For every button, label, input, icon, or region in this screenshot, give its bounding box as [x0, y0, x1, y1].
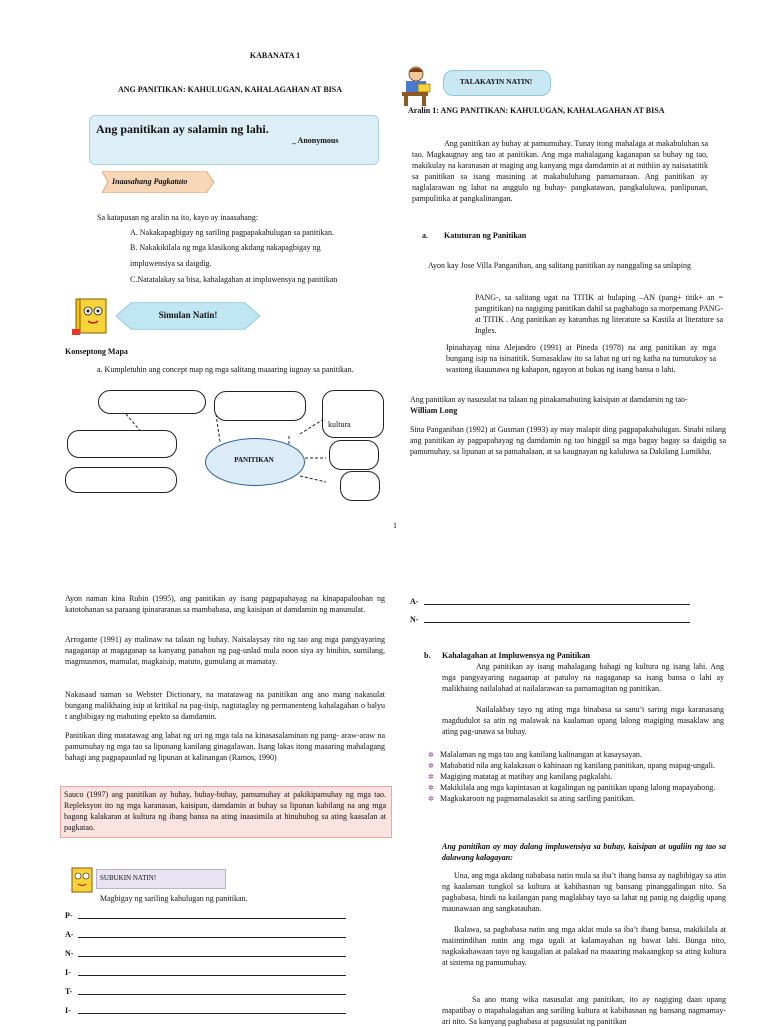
answer-i2-line[interactable]	[78, 1013, 346, 1014]
sina-paragraph: Sina Panganiban (1992) at Gusman (1993) ay may malapit ding pagpapakahulugan. Sinabi nilang ang panitikan ay pagpapahayag ng damdamin ng tao hinggil sa mga bagay bagay sa daigdig sa pamumuhay, sa lipunan at sa pamahalaan, at sa kaugnayan ng kaluluwa sa Dakilang Lumikha.	[410, 425, 726, 456]
kahalagahan-title: Kahalagahan at Impluwensya ng Panitikan	[442, 651, 591, 660]
una-paragraph: Una, ang mga akdang nababasa natin mula sa iba’t ibang bansa ay nagbibigay sa atin ng kaalaman tungkol sa kultura at kabihasnan ng bansang pinanggalingan nito. Sa pagbabasa, hindi na kailangan pang maglakbay tayo sa lahat ng panig ng daigdig upang maunawaan ang sangkatauhan.	[442, 871, 726, 913]
sa-paragraph: Sa ano mang wika nasusulat ang panitikan, ito ay nagiging daan upang mapatibay o mapahalagahan ang sariling kultura at kabihasnan ng bansang nagmamay-ari nito. Sa kanyang pagbabasa at pagsusulat ng panitikan	[442, 995, 726, 1026]
concept-box-3[interactable]	[322, 390, 384, 438]
answer-t-line[interactable]	[78, 994, 346, 995]
aralin-title: Aralin 1: ANG PANITIKAN: KAHULUGAN, KAHALAGAHAN AT BISA	[408, 106, 665, 115]
kultura-label: kultura	[328, 420, 351, 429]
objective-b: B. Nakakikilala ng mga klasikong akdang nakapagbigay ng	[130, 243, 321, 252]
objective-b-cont: impluwensiya sa daigdig.	[130, 259, 212, 268]
list-item: ✲ Magkakaroon ng pagmamalasakit sa ating sariling panitikan.	[428, 794, 720, 804]
answer-i2-label: I-	[65, 1006, 71, 1015]
answer-a-line[interactable]	[78, 937, 346, 938]
list-item: ✲ Malalaman ng mga tao ang kanilang kalinangan at kasaysayan.	[428, 750, 720, 760]
kahalagahan-letter: b.	[424, 651, 431, 660]
answer-n2-line[interactable]	[424, 622, 690, 623]
inaasahang-label: Inaasahang Pagkatuto	[112, 177, 188, 186]
ding-paragraph: Panitikan ding matatawag ang lahat ng uri ng mga tala na kinasasalaminan ng pang- araw-araw na pamumuhay ng mga tao sa lipunang kanilang ginagalawan. Isang lakas itong maaaring mahalagang bahagi ang pagpapaunlad ng lipunan at kalinangan (Ramos, 1990)	[65, 731, 385, 762]
webster-paragraph: Nakasaad naman sa Webster Dictionary, na matatawag na panitikan ang ano mang nakasulat bungang malikhaing isip at kritikal na pag-iisip, nagtataglay ng permanenteng kahalagahan o balyu t angbibigay ng mabuting epekto sa damdamin.	[65, 690, 385, 721]
long-paragraph: Ang panitikan ay nasusulat na talaan ng pinakamabuting kaisipan at damdamin ng tao-	[410, 395, 688, 404]
objective-c: C.Natatalakay sa bisa, kahalagahan at impluwensya ng panitikan	[130, 275, 338, 284]
ipinahayag-paragraph: Ipinahayag nina Alejandro (1991) at Pineda (1978) na ang panitikan ay mga bungang isip na isinatitik. Sumasaklaw ito sa lahat ng uri ng katha na tumutukoy sa wastong ikauunawa ng kahapon, ngayon at bukas ng isang bansa o lahi.	[446, 343, 716, 374]
sauco-paragraph: Sauco (1997) ang panitikan ay buhay, buhay-buhay, pamumuhay at pakikipamuhay ng mga tao. Repleksyon ito ng mga karanasan, kaisipan, damdamin at buhay sa lipunan kabilang na ang mga bagong kalakaran at kultura ng ibang bansa na ating inaasimila at hinuhubog sa ating kaasalan at pagkatao.	[64, 790, 386, 832]
quote-author: _ Anonymous	[292, 136, 339, 145]
concept-box-2[interactable]	[214, 391, 306, 421]
answer-n2-label: N-	[410, 615, 419, 624]
objective-a: A. Nakakapagbigay ng sariling pagpapakahulugan sa panitikan.	[130, 228, 334, 237]
page-number: 1	[393, 521, 397, 530]
konsepto-title: Konseptong Mapa	[65, 347, 128, 356]
subukin-instruction: Magbigay ng sariling kahulugan ng panitikan.	[100, 894, 248, 903]
panitikan-label: PANITIKAN	[234, 456, 274, 464]
pang-paragraph: PANG-, sa salitang ugat na TITIK at hulaping –AN (pang+ titik+ an = pangtitikan) na nagiging panitikan dahil sa pagbabago sa morpemang PANG- at TITIK . Ang panitikan ay katumbas ng literature sa Kastila at literature sa Ingles.	[475, 293, 723, 335]
concept-box-7[interactable]	[340, 471, 380, 501]
answer-t-label: T-	[65, 987, 73, 996]
answer-a-label: A-	[65, 930, 74, 939]
concept-box-5[interactable]	[65, 467, 177, 493]
subukin-label: SUBUKIN NATIN!	[100, 874, 157, 882]
kahalagahan-paragraph-2: Nailalakbay tayo ng ating mga binabasa sa sanu’t saring mga karanasang magdudulot sa atin ng malawak na kaalaman upang lalong magiging masaklaw ang ating pag-unawa sa buhay.	[442, 705, 724, 736]
impluwensiya-title: Ang panitikan ay may dalang impluwensiya sa buhay, kaisipan at ugaliin ng tao sa dalawang kalagayan:	[442, 842, 726, 862]
ikalawa-paragraph: Ikalawa, sa pagbabasa natin ang mga aklat mula sa iba’t ibang bansa, makikilala at maiintindihan natin ang mga ugali at kalamayahan ng bawat lahi. Bunga nito, nagkakahawaan tayo ng kaugalian at palakad na maaaring makaangkop sa ating kultura at sistema ng pamumuhay.	[442, 925, 726, 967]
rubin-paragraph: Ayon naman kina Rubin (1995), ang panitikan ay isang pagpapahayag na kinapapalooban ng katotohanan sa paraang ipinararanas sa mambabasa, ang kaisipan at damdamin ng manunulat.	[65, 594, 385, 614]
quote-box	[89, 115, 379, 165]
answer-p-label: P-	[65, 911, 73, 920]
arrogante-paragraph: Arrogante (1991) ay malinaw na talaan ng buhay. Naisalaysay rito ng tao ang mga pangyayaring nagaganap at magaganap sa kanyang panahon ng pag-unlad mula noon siya ay binihin, sumilang, magmusmos, mamulat, magkaisip, matuto, gumulang at mamatay.	[65, 635, 385, 666]
answer-a2-line[interactable]	[424, 604, 690, 605]
answer-n-line[interactable]	[78, 956, 346, 957]
objectives-intro: Sa katapusan ng aralin na ito, kayo ay inaasahang:	[97, 213, 259, 222]
aralin-paragraph: Ang panitikan ay buhay at pamumuhay. Tunay itong mahalaga at makabuluhan sa tao. Magkaugnay ang tao at panitikan. Ang mga mahalagang kaganapan sa buhay ng tao, makikulay na karanasan at maging ang kanyang mga damdamin at at mithiin ay naisasatitik sa panitikan sa isang masining at makabuluhang pamamaraan. Ang panitikan ay naglalarawan ng lahat na anggulo ng buhay- pangkatawan, pangkaluluwa, panlipunan, pampulitika at pangkalinangan.	[412, 139, 708, 203]
simulan-label: Simulan Natin!	[158, 310, 218, 320]
concept-box-6[interactable]	[329, 440, 379, 470]
page-title: ANG PANITIKAN: KAHULUGAN, KAHALAGAHAN AT BISA	[117, 85, 343, 94]
subukin-mascot-icon	[66, 864, 96, 894]
long-author: William Long	[410, 406, 458, 415]
concept-box-1[interactable]	[98, 390, 206, 414]
talakayin-label: TALAKAYIN NATIN!	[459, 77, 533, 86]
benefits-list	[428, 750, 720, 805]
list-item: ✲ Makikilala ang mga kapintasan at kagalingan ng panitikan upang lalong mapayabong.	[428, 783, 720, 793]
book-mascot-icon	[70, 293, 112, 337]
katuturan-title: Katuturan ng Panitikan	[444, 231, 527, 240]
answer-n-label: N-	[65, 949, 74, 958]
katuturan-paragraph: Ayon kay Jose Villa Panganiban, ang salitang panitikan ay nanggaling sa unlaping	[428, 261, 692, 270]
answer-p-line[interactable]	[78, 918, 346, 919]
answer-i-line[interactable]	[78, 975, 346, 976]
teacher-icon	[396, 64, 434, 106]
answer-i-label: I-	[65, 968, 71, 977]
list-item: ✲ Mababatid nila ang kalakasan o kahinaan ng kanilang panitikan, upang mapag-ungali.	[428, 761, 720, 771]
kahalagahan-paragraph-1: Ang panitikan ay isang mahalagang bahagi ng kultura ng isang lahi. Ang mga pangyayaring nagaanap at patuloy na nagaganap sa isang bansa o lahi ay malikhaing nailalahad at nailalarawan sa pamamagitan ng panitikan.	[442, 662, 724, 693]
konsepto-instruction: a. Kumpletuhin ang concept map ng mga salitang maaaring iugnay sa panitikan.	[97, 365, 354, 374]
katuturan-letter: a.	[422, 231, 428, 240]
chapter-label: KABANATA 1	[249, 51, 301, 60]
answer-a2-label: A-	[410, 597, 419, 606]
concept-box-4[interactable]	[67, 430, 177, 458]
quote-text: Ang panitikan ay salamin ng lahi.	[96, 122, 269, 136]
list-item: ✲ Magiging matatag at matibay ang kanilang pagkalahi.	[428, 772, 720, 782]
